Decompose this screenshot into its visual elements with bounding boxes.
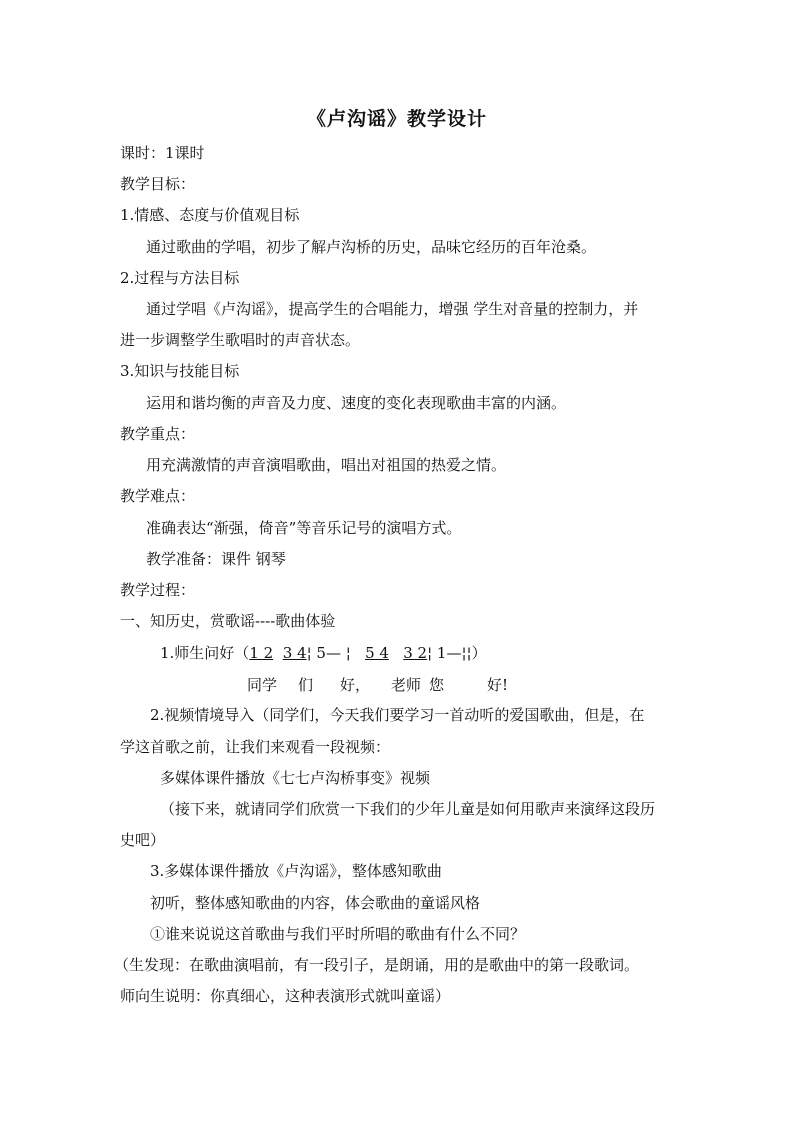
step-3-text: 初听，整体感知歌曲的内容，体会歌曲的童谣风格 bbox=[150, 894, 481, 912]
step-2-note-line1: （接下来，就请同学们欣赏一下我们的少年儿童是如何用歌声来演绎这段历 bbox=[160, 800, 656, 818]
lyric-word: 们 bbox=[298, 676, 314, 694]
page-title: 《卢沟谣》教学设计 bbox=[306, 108, 487, 130]
lyric-word: 好! bbox=[487, 676, 509, 694]
preparation-text: 教学准备：课件 钢琴 bbox=[146, 550, 286, 568]
step-3-answer-line1: （生发现：在歌曲演唱前，有一段引子，是朗诵，用的是歌曲中的第一段歌词。 bbox=[114, 956, 640, 974]
lyric-word: 老师 bbox=[391, 676, 422, 694]
section-heading-difficulties: 教学难点： bbox=[120, 487, 196, 505]
notation-bar-2: ¦ 1—¦¦） bbox=[427, 644, 487, 662]
notation-group-4: 3 2 bbox=[403, 644, 428, 662]
objective-2-heading: 2.过程与方法目标 bbox=[120, 269, 240, 287]
step-3-question: ①谁来说说这首歌曲与我们平时所唱的歌曲有什么不同？ bbox=[150, 925, 526, 943]
step-2-video: 多媒体课件播放《七七卢沟桥事变》视频 bbox=[160, 769, 431, 787]
step-3-answer-line2: 师向生说明：你真细心，这种表演形式就叫童谣） bbox=[120, 987, 451, 1005]
objective-2-text-line1: 通过学唱《卢沟谣》，提高学生的合唱能力，增强 学生对音量的控制力，并 bbox=[146, 300, 639, 318]
difficulties-text: 准确表达“渐强，倚音”等音乐记号的演唱方式。 bbox=[146, 519, 462, 537]
lyric-word: 同学 bbox=[247, 676, 278, 694]
section-heading-key-points: 教学重点： bbox=[120, 425, 196, 443]
section-heading-objectives: 教学目标： bbox=[120, 175, 196, 193]
lyric-word: 好， bbox=[340, 676, 371, 694]
objective-3-heading: 3.知识与技能目标 bbox=[120, 362, 240, 380]
objective-3-text: 运用和谐均衡的声音及力度、速度的变化表现歌曲丰富的内涵。 bbox=[146, 394, 567, 412]
step-2-note-line2: 史吧） bbox=[120, 831, 166, 849]
step-2-line2: 学这首歌之前，让我们来观看一段视频： bbox=[120, 738, 391, 756]
notation-group-3: 5 4 bbox=[365, 644, 389, 662]
key-points-text: 用充满激情的声音演唱歌曲，唱出对祖国的热爱之情。 bbox=[146, 456, 507, 474]
step-2-line1: 2.视频情境导入（同学们，今天我们要学习一首动听的爱国歌曲，但是，在 bbox=[150, 706, 645, 724]
objective-2-text-line2: 进一步调整学生歌唱时的声音状态。 bbox=[120, 331, 361, 349]
objective-1-heading: 1.情感、态度与价值观目标 bbox=[120, 206, 300, 224]
notation-bar-1: ¦ 5— ¦ bbox=[306, 644, 351, 662]
lyric-word: 您 bbox=[429, 676, 445, 694]
section-heading-process: 教学过程： bbox=[120, 581, 196, 599]
notation-group-2: 3 4 bbox=[282, 644, 307, 662]
process-part-1-heading: 一、知历史，赏歌谣----歌曲体验 bbox=[120, 612, 336, 630]
greeting-notation bbox=[160, 643, 487, 663]
objective-1-text: 通过歌曲的学唱，初步了解卢沟桥的历史，品味它经历的百年沧桑。 bbox=[146, 238, 597, 256]
greeting-prefix: 1.师生问好（ bbox=[160, 644, 250, 662]
notation-group-1: 1 2 bbox=[249, 644, 274, 662]
class-hours: 课时：1课时 bbox=[120, 144, 205, 162]
step-3-heading: 3.多媒体课件播放《卢沟谣》，整体感知歌曲 bbox=[150, 862, 442, 880]
